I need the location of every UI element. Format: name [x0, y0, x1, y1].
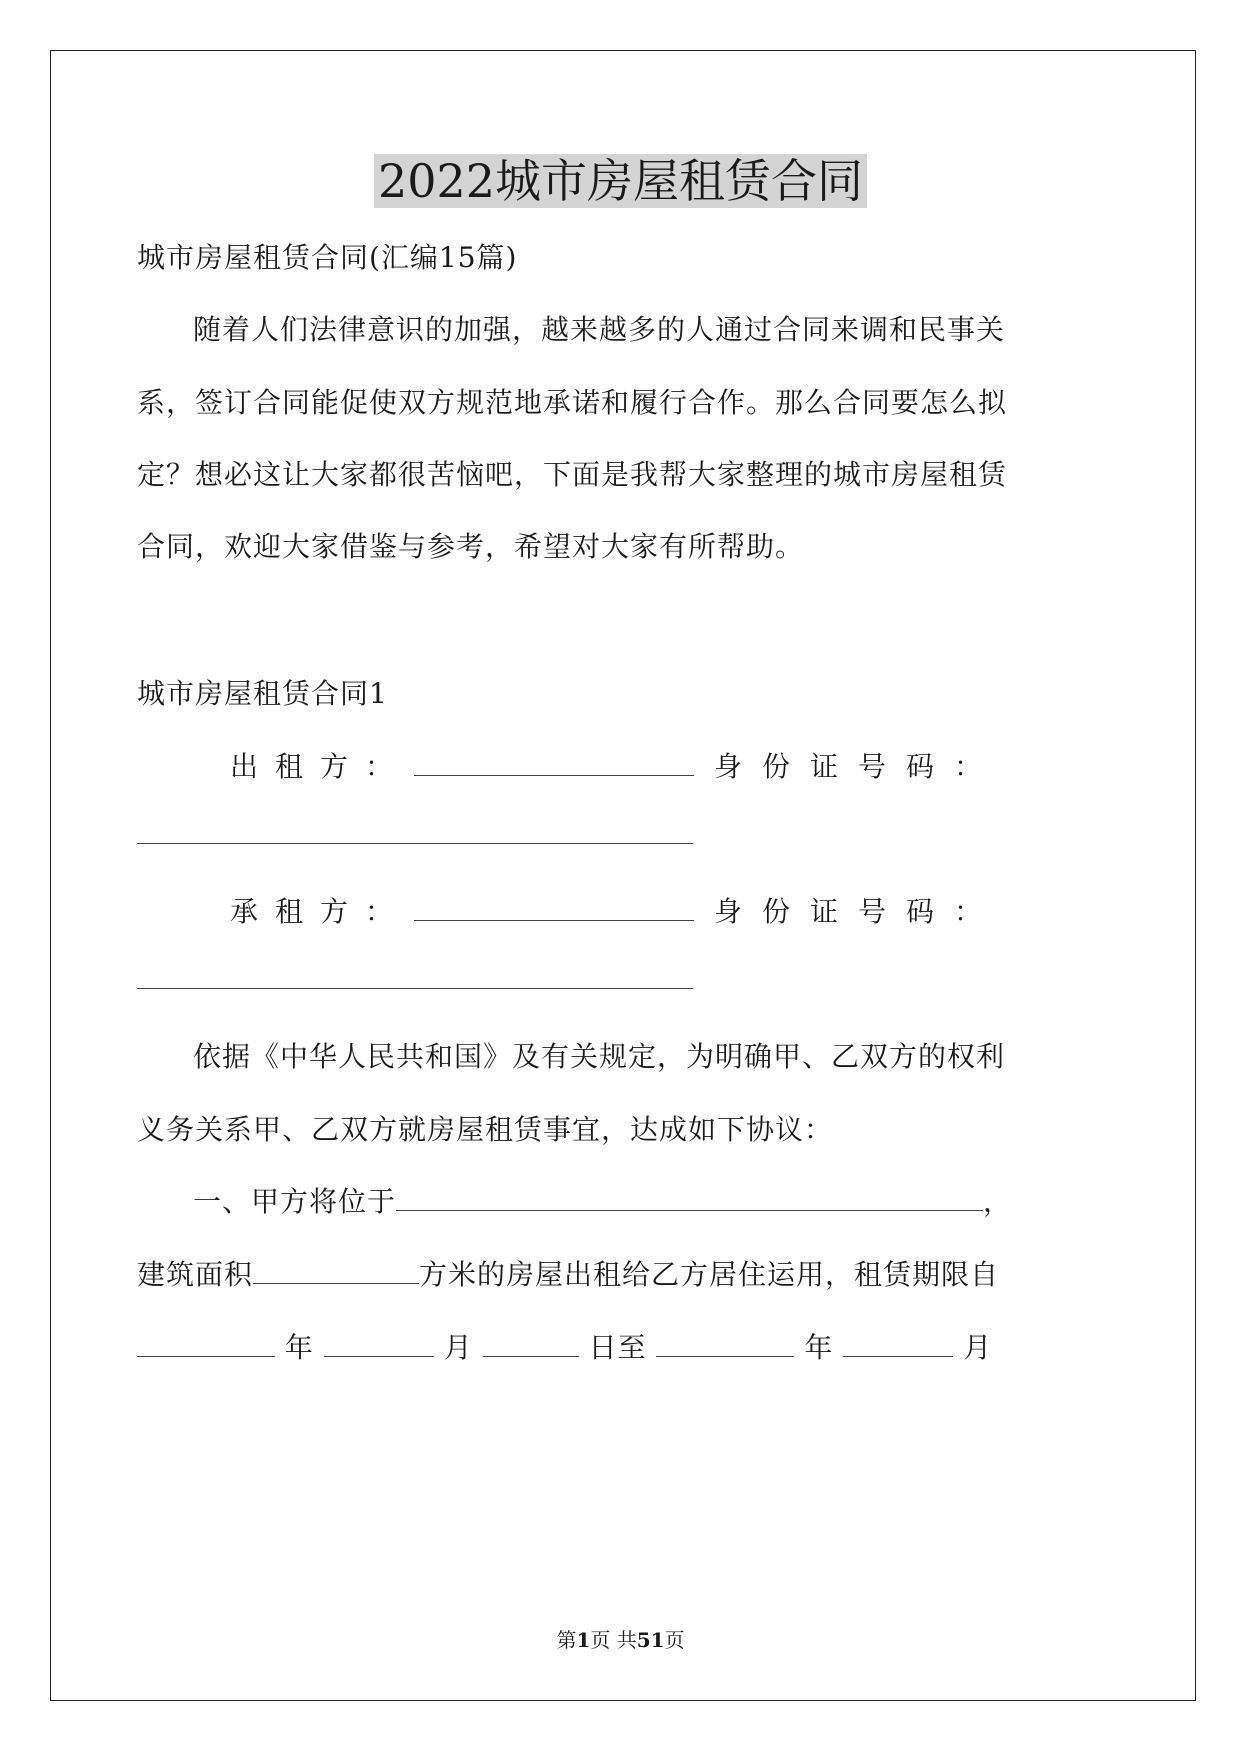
month2-label: 月	[963, 1331, 993, 1364]
end-month-field[interactable]	[843, 1330, 953, 1357]
document-subtitle: 城市房屋租赁合同(汇编15篇)	[137, 241, 518, 274]
month-label: 月	[443, 1331, 473, 1364]
clause1-prefix: 一、甲方将位于	[193, 1185, 397, 1218]
lessor-id-field[interactable]	[137, 815, 693, 855]
intro-line-1: 随着人们法律意识的加强，越来越多的人通过合同来调和民事关	[193, 313, 1006, 346]
intro-line-2: 系，签订合同能促使双方规范地承诺和履行合作。那么合同要怎么拟	[137, 386, 1008, 419]
start-year-field[interactable]	[137, 1330, 275, 1357]
lessor-label: 出租方：	[230, 750, 411, 783]
document-title	[0, 150, 1241, 212]
footer-suffix: 页	[664, 1628, 685, 1652]
start-day-field[interactable]	[483, 1330, 579, 1357]
area-field[interactable]	[253, 1257, 419, 1284]
lessor-name-field[interactable]	[414, 747, 694, 787]
basis-line-2: 义务关系甲、乙双方就房屋租赁事宜，达成如下协议：	[137, 1113, 834, 1146]
start-month-field[interactable]	[324, 1330, 434, 1357]
intro-line-3: 定？想必这让大家都很苦恼吧，下面是我帮大家整理的城市房屋租赁	[137, 458, 1008, 491]
year2-label: 年	[804, 1331, 834, 1364]
page-total: 51	[636, 1628, 665, 1652]
lessee-label: 承租方：	[230, 895, 411, 928]
day-to-label: 日至	[588, 1331, 647, 1364]
end-year-field[interactable]	[656, 1330, 794, 1357]
intro-line-4: 合同，欢迎大家借鉴与参考，希望对大家有所帮助。	[137, 530, 805, 563]
clause1-line-3	[137, 1328, 992, 1368]
section-title: 城市房屋租赁合同1	[137, 677, 388, 710]
clause1-line-2	[137, 1255, 999, 1295]
footer-prefix: 第	[556, 1628, 577, 1652]
lessee-id-label: 身份证号码：	[714, 895, 1003, 928]
page-number: 1	[576, 1628, 591, 1652]
area-label: 建筑面积	[137, 1258, 254, 1291]
page-border	[50, 50, 1196, 1701]
clause1-line-1	[193, 1182, 1012, 1222]
lessee-id-field[interactable]	[137, 960, 693, 1000]
footer-mid: 页 共	[590, 1628, 637, 1652]
lessor-id-label: 身份证号码：	[714, 750, 1003, 783]
basis-line-1: 依据《中华人民共和国》及有关规定，为明确甲、乙双方的权利	[193, 1040, 1006, 1073]
title-text: 2022城市房屋租赁合同	[374, 154, 867, 208]
year-label: 年	[284, 1331, 314, 1364]
lessee-name-field[interactable]	[414, 892, 694, 932]
page-footer	[0, 1626, 1241, 1654]
clause1-comma: ，	[983, 1185, 1013, 1218]
address-field[interactable]	[396, 1184, 983, 1211]
area-suffix: 方米的房屋出租给乙方居住运用，租赁期限自	[419, 1258, 1000, 1291]
